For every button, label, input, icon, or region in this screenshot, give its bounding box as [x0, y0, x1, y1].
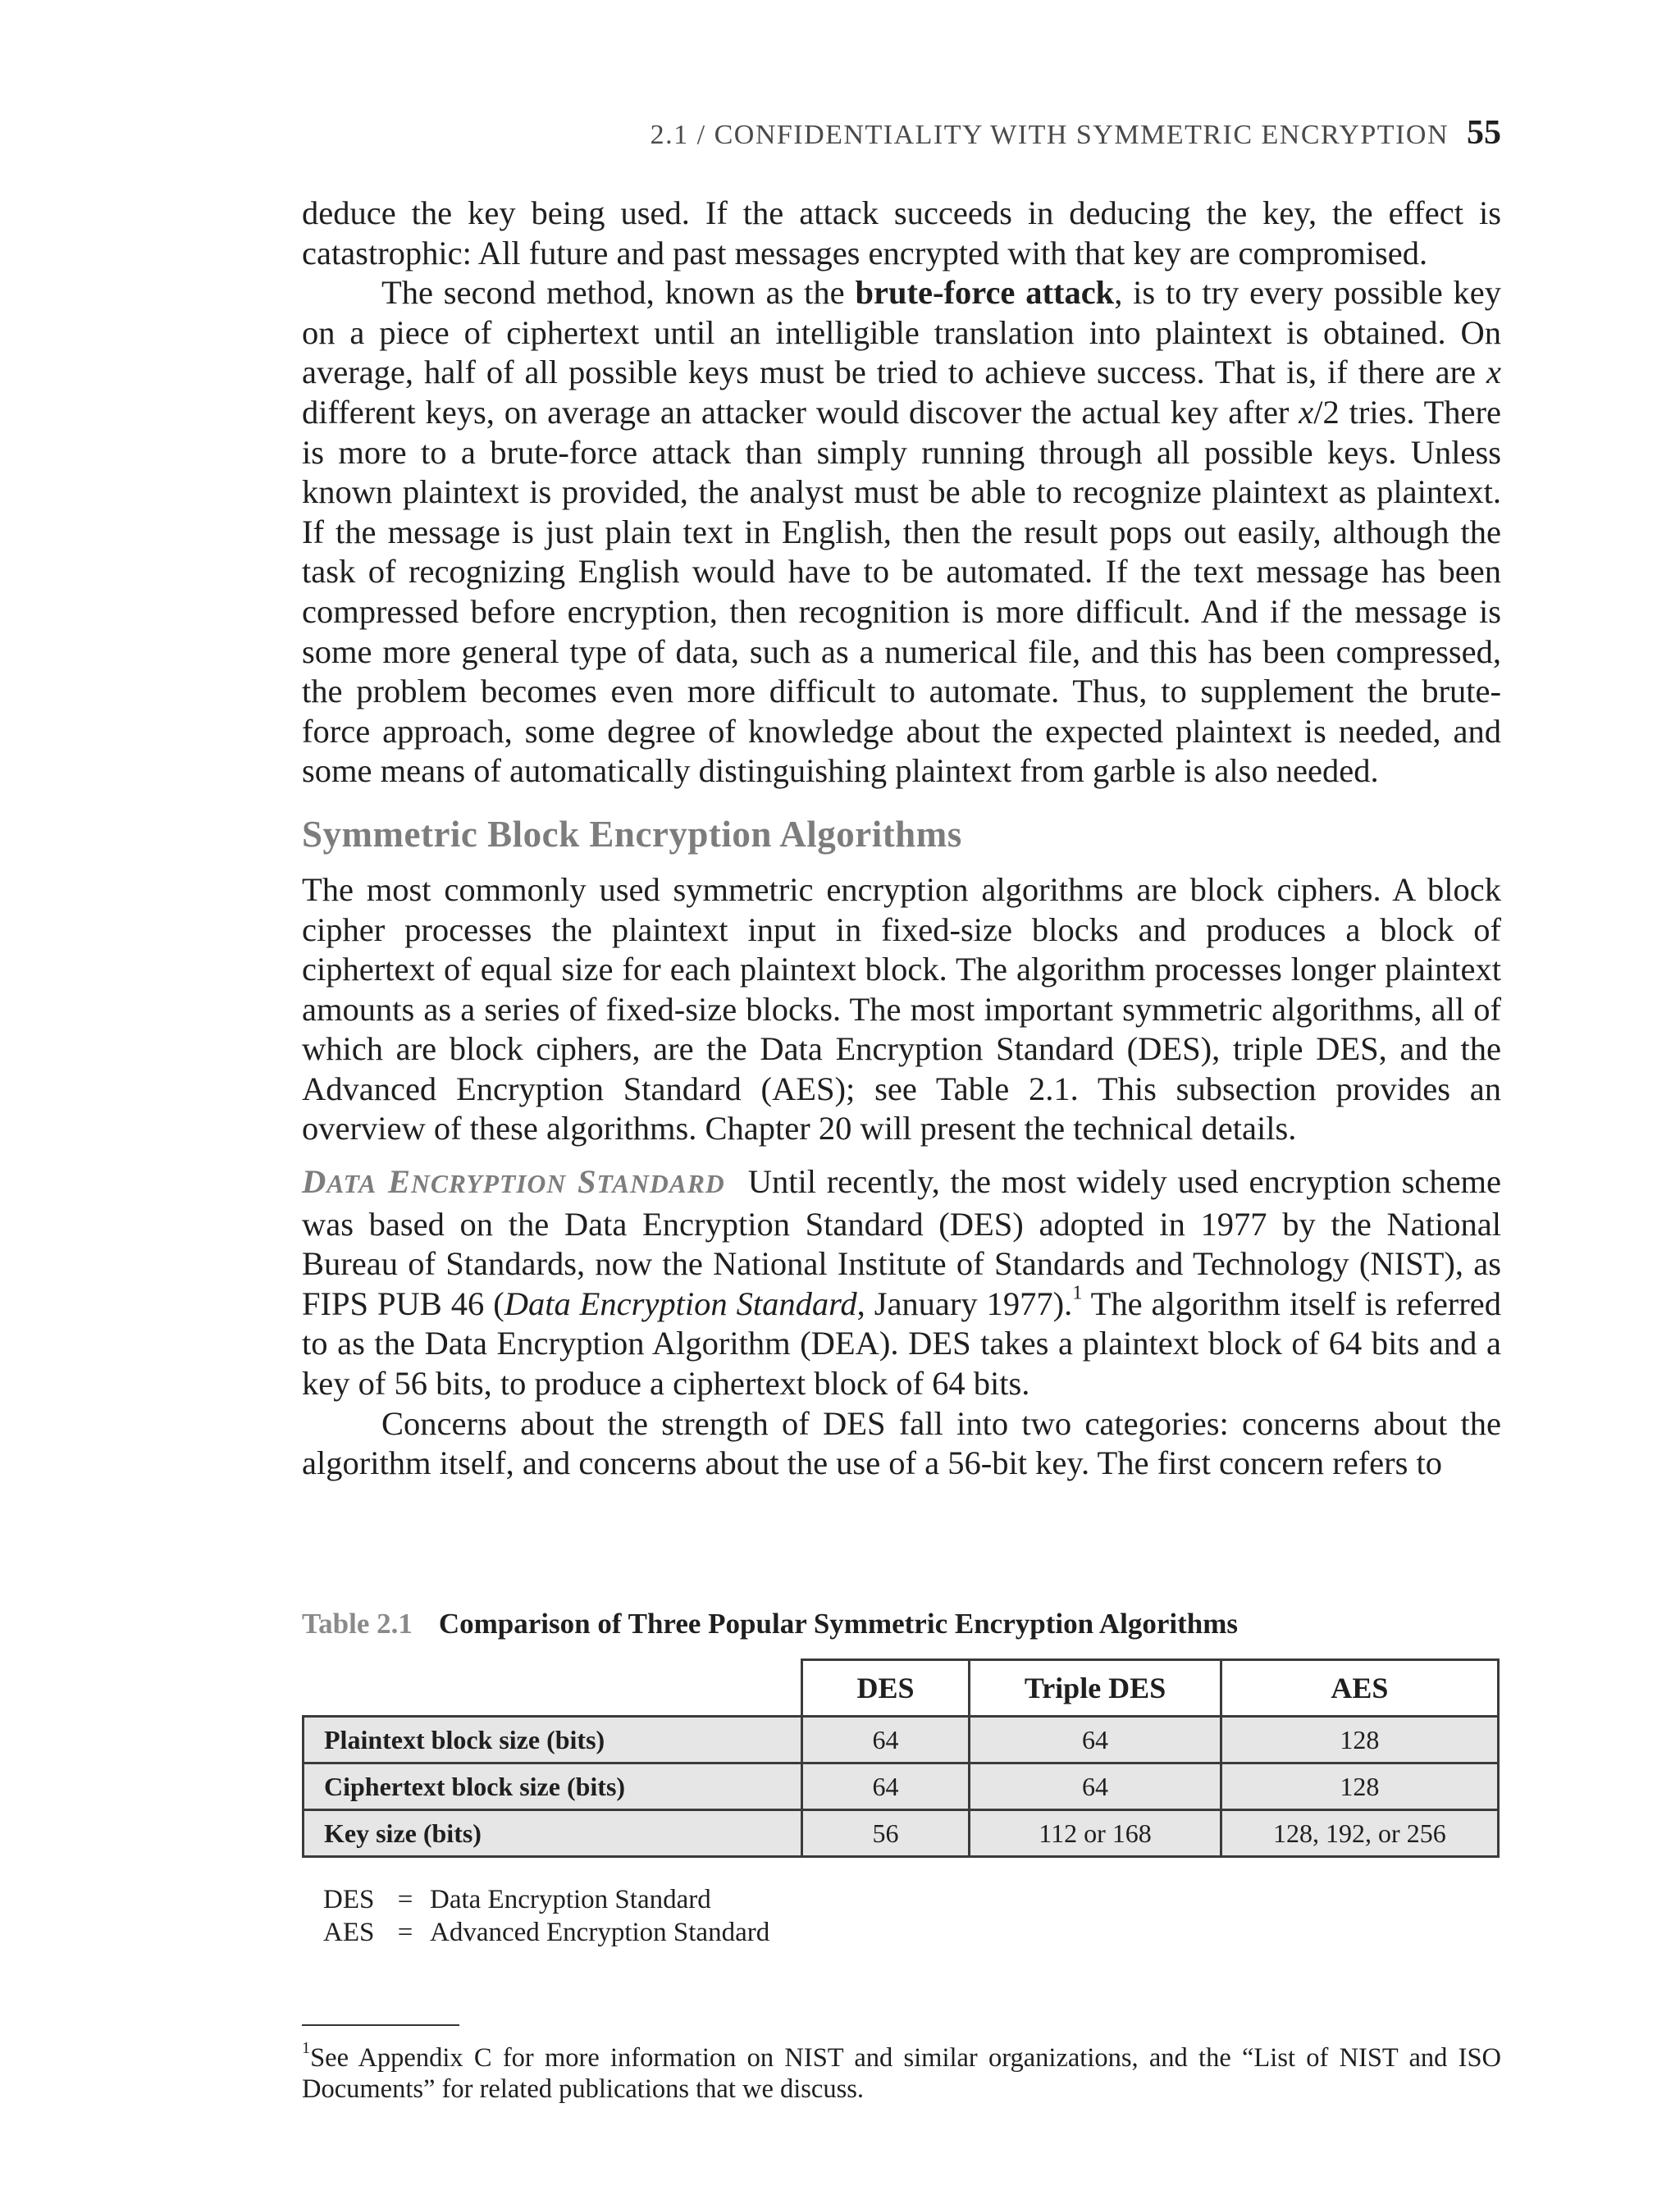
table-header-row	[304, 1660, 1499, 1717]
var-x: x	[1486, 354, 1501, 391]
text-span: /2 tries. There is more to a brute-force attack than simply running through all possible keys. Unless known plaintext is provided, the analyst must be able to recognize plaintext as plaintext. If the message is just plain text in English, then the result pops out easily, although the task of recognizing English would have to be automated. If the text message has been compressed before encryption, then recognition is more difficult. And if the message is some more general type of data, such as a numerical file, and this has been compressed, the problem becomes even more difficult to automate. Thus, to supplement the brute-force approach, some degree of knowledge about the expected plaintext is needed, and some means of automatically distinguishing plaintext from garble is also needed.	[302, 393, 1501, 790]
paragraph-brute-force	[302, 273, 1501, 792]
cell: 64	[970, 1763, 1221, 1810]
body-text	[302, 194, 1501, 1484]
row-label: Ciphertext block size (bits)	[304, 1763, 802, 1810]
term-brute-force: brute-force attack	[855, 274, 1115, 312]
paragraph-concerns: Concerns about the strength of DES fall into two categories: concerns about the algorithm itself, and concerns about the use of a 56-bit key. The first concern refers to	[302, 1404, 1501, 1482]
runin-letter: S	[578, 1163, 597, 1201]
cell: 64	[801, 1763, 970, 1810]
runin-smallcaps: TANDARD	[596, 1170, 725, 1199]
runin-smallcaps: NCRYPTION	[411, 1170, 567, 1199]
section-heading: Symmetric Block Encryption Algorithms	[302, 813, 962, 855]
cell: 128, 192, or 256	[1221, 1810, 1498, 1857]
header-aes: AES	[1221, 1660, 1498, 1717]
cell: 128	[1221, 1717, 1498, 1763]
table-abbreviations	[323, 1883, 769, 1949]
cell: 112 or 168	[970, 1810, 1221, 1857]
cell: 128	[1221, 1763, 1498, 1810]
table-row	[304, 1810, 1499, 1857]
runin-letter: E	[388, 1163, 412, 1201]
table-label: Table 2.1	[302, 1608, 413, 1640]
page-number: 55	[1467, 114, 1501, 152]
footnote-mark: 1	[302, 2038, 311, 2057]
row-label: Plaintext block size (bits)	[304, 1717, 802, 1763]
title-italic: Data Encryption Standard	[504, 1284, 857, 1322]
table-2-1	[302, 1608, 1501, 1858]
table-row	[304, 1717, 1499, 1763]
abbr-eq: =	[397, 1918, 413, 1947]
header-des: DES	[801, 1660, 970, 1717]
abbr-full: Advanced Encryption Standard	[430, 1918, 770, 1947]
table-caption	[302, 1608, 1501, 1640]
header-triple-des: Triple DES	[970, 1660, 1221, 1717]
paragraph-des	[302, 1162, 1501, 1404]
runin-heading-des	[302, 1163, 725, 1200]
abbreviation-row	[323, 1883, 769, 1916]
text-span: , is to try every possible key on a piece of ciphertext until an intelligible translation into plaintext is obtained. On average, half of all possible keys must be tried to achieve success. That is, if there are	[302, 274, 1502, 391]
abbr-eq: =	[397, 1885, 413, 1914]
text-span: Until recently, the most widely used encryption scheme was based on the Data Encryption Standard (DES) adopted in 1977 by the National Bureau of Standards, now the National Institute of Standards and Technology (NIST), as FIPS PUB 46 (	[302, 1163, 1502, 1322]
runin-smallcaps: ATA	[326, 1170, 377, 1199]
text-span: The algorithm itself is referred to as the Data Encryption Algorithm (DEA). DES takes a plaintext block of 64 bits and a key of 56 bits, to produce a ciphertext block of 64 bits.	[302, 1284, 1501, 1403]
cell: 64	[970, 1717, 1221, 1763]
abbr: DES	[323, 1885, 375, 1914]
footnote-rule	[302, 2024, 459, 2026]
abbr: AES	[323, 1918, 375, 1947]
paragraph-1: deduce the key being used. If the attack succeeds in deducing the key, the effect is catastrophic: All future and past messages encrypted with that key are compromised.	[302, 194, 1501, 271]
row-label: Key size (bits)	[304, 1810, 802, 1857]
paragraph-block-ciphers: The most commonly used symmetric encryption algorithms are block ciphers. A block cipher processes the plaintext input in fixed-size blocks and produces a block of ciphertext of equal size for each plaintext block. The algorithm processes longer plaintext amounts as a series of fixed-size blocks. The most important symmetric algorithms, all of which are block ciphers, are the Data Encryption Standard (DES), triple DES, and the Advanced Encryption Standard (AES); see Table 2.1. This subsection provides an overview of these algorithms. Chapter 20 will present the technical details.	[302, 870, 1501, 1147]
footnote-ref[interactable]: 1	[1072, 1281, 1083, 1304]
text-span: The second method, known as the	[381, 274, 856, 312]
cell: 64	[801, 1717, 970, 1763]
footnote-text: See Appendix C for more information on NIST and similar organizations, and the “List of NIST and ISO Documents” for related publications that we discuss.	[302, 2043, 1501, 2104]
running-head	[302, 113, 1501, 153]
table-row	[304, 1763, 1499, 1810]
abbr-full: Data Encryption Standard	[430, 1885, 711, 1914]
cell: 56	[801, 1810, 970, 1857]
running-head-section: 2.1 / CONFIDENTIALITY WITH SYMMETRIC ENCRYPTION	[650, 120, 1449, 150]
text-span: different keys, on average an attacker would discover the actual key after	[302, 393, 1299, 431]
var-x: x	[1299, 393, 1314, 431]
footnote	[302, 2038, 1501, 2105]
table-title: Comparison of Three Popular Symmetric Encryption Algorithms	[438, 1608, 1239, 1640]
runin-letter: D	[302, 1163, 327, 1201]
comparison-table	[302, 1658, 1500, 1858]
text-span: , January 1977).	[856, 1284, 1073, 1322]
header-blank	[304, 1660, 802, 1717]
abbreviation-row	[323, 1916, 769, 1949]
